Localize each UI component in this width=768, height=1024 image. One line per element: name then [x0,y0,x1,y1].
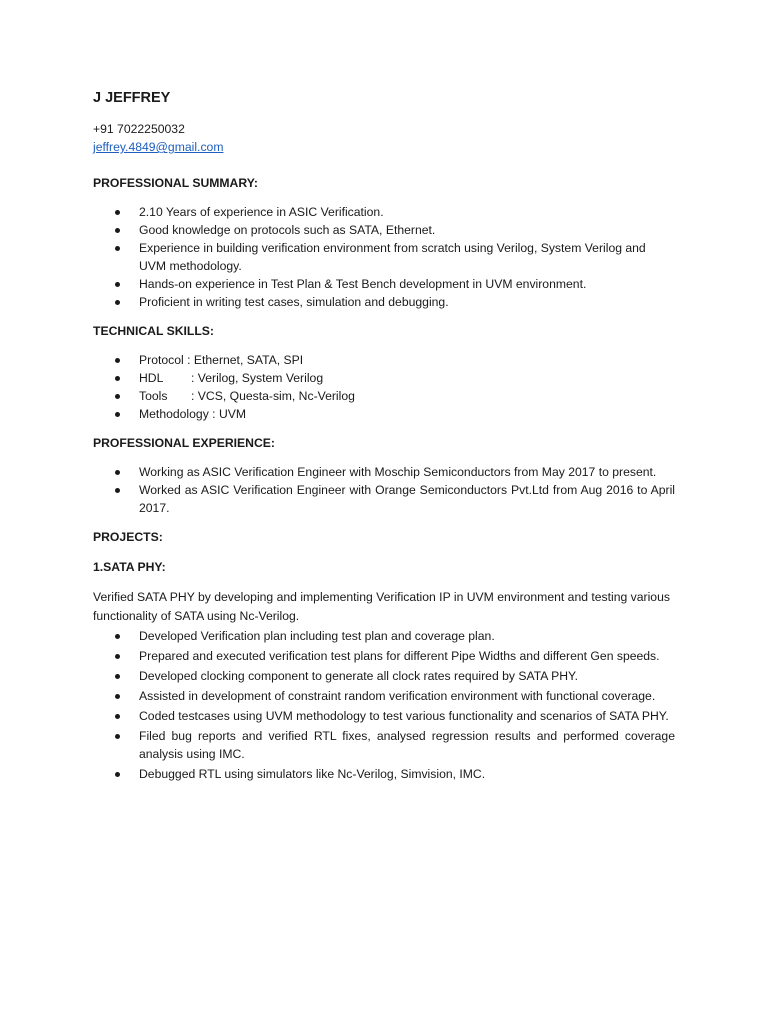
project-task-text: Debugged RTL using simulators like Nc-Verilog, Simvision, IMC. [139,767,486,781]
bullet-icon [115,376,120,381]
bullet-icon [115,714,120,719]
bullet-icon [115,488,120,493]
bullet-icon [115,634,120,639]
summary-item-text: 2.10 Years of experience in ASIC Verification. [139,205,384,219]
skills-list [93,351,675,423]
skill-methodology: Methodology : UVM [139,407,247,421]
experience-list [93,463,675,517]
bullet-icon [115,210,120,215]
bullet-icon [115,246,120,251]
projects-heading: PROJECTS: [93,530,163,544]
project-tasks-list [93,627,675,783]
summary-item-text: Experience in building verification environment from scratch using Verilog, System Verilog and UVM methodology. [139,241,646,273]
project-task-text: Prepared and executed verification test plans for different Pipe Widths and different Gen speeds. [139,649,660,663]
email-link[interactable]: jeffrey.4849@gmail.com [93,140,224,154]
list-item [93,463,675,481]
list-item [93,707,675,725]
skill-hdl-value: : Verilog, System Verilog [191,371,324,385]
list-item [93,351,675,369]
list-item [93,293,675,311]
phone-number: +91 7022250032 [93,122,185,136]
summary-item-text: Proficient in writing test cases, simulation and debugging. [139,295,449,309]
bullet-icon [115,470,120,475]
list-item [93,481,675,517]
experience-item-text: Worked as ASIC Verification Engineer with Orange Semiconductors Pvt.Ltd from Aug 2016 to April 2017. [139,483,675,515]
project-description: Verified SATA PHY by developing and implementing Verification IP in UVM environment and testing various functionality of SATA using Nc-Verilog. [93,590,670,623]
project-title: 1.SATA PHY: [93,560,166,574]
list-item [93,667,675,685]
bullet-icon [115,282,120,287]
bullet-icon [115,734,120,739]
skill-hdl-key: HDL [139,371,164,385]
bullet-icon [115,394,120,399]
bullet-icon [115,674,120,679]
summary-heading: PROFESSIONAL SUMMARY: [93,176,258,190]
list-item [93,765,675,783]
experience-item-text: Working as ASIC Verification Engineer with Moschip Semiconductors from May 2017 to present. [139,465,657,479]
experience-heading: PROFESSIONAL EXPERIENCE: [93,436,275,450]
list-item [93,405,675,423]
list-item [93,647,675,665]
list-item [93,687,675,705]
project-task-text: Developed Verification plan including test plan and coverage plan. [139,629,495,643]
bullet-icon [115,654,120,659]
project-task-text: Filed bug reports and verified RTL fixes, analysed regression results and performed coverage analysis using IMC. [139,729,675,761]
bullet-icon [115,412,120,417]
list-item [93,387,675,405]
project-task-text: Assisted in development of constraint random verification environment with functional coverage. [139,689,656,703]
resume-content [93,88,675,785]
project-task-text: Coded testcases using UVM methodology to test various functionality and scenarios of SATA PHY. [139,709,669,723]
bullet-icon [115,358,120,363]
skill-tools-value: : VCS, Questa-sim, Nc-Verilog [191,389,355,403]
list-item [93,203,675,221]
summary-list [93,203,675,311]
bullet-icon [115,694,120,699]
list-item [93,369,675,387]
project-task-text: Developed clocking component to generate all clock rates required by SATA PHY. [139,669,578,683]
skill-tools-key: Tools [139,389,168,403]
summary-item-text: Good knowledge on protocols such as SATA, Ethernet. [139,223,436,237]
candidate-name: J JEFFREY [93,90,171,106]
summary-item-text: Hands-on experience in Test Plan & Test Bench development in UVM environment. [139,277,587,291]
list-item [93,239,675,275]
bullet-icon [115,228,120,233]
skill-protocol: Protocol : Ethernet, SATA, SPI [139,353,304,367]
bullet-icon [115,772,120,777]
list-item [93,627,675,645]
list-item [93,221,675,239]
list-item [93,275,675,293]
skills-heading: TECHNICAL SKILLS: [93,324,214,338]
bullet-icon [115,300,120,305]
list-item [93,727,675,763]
